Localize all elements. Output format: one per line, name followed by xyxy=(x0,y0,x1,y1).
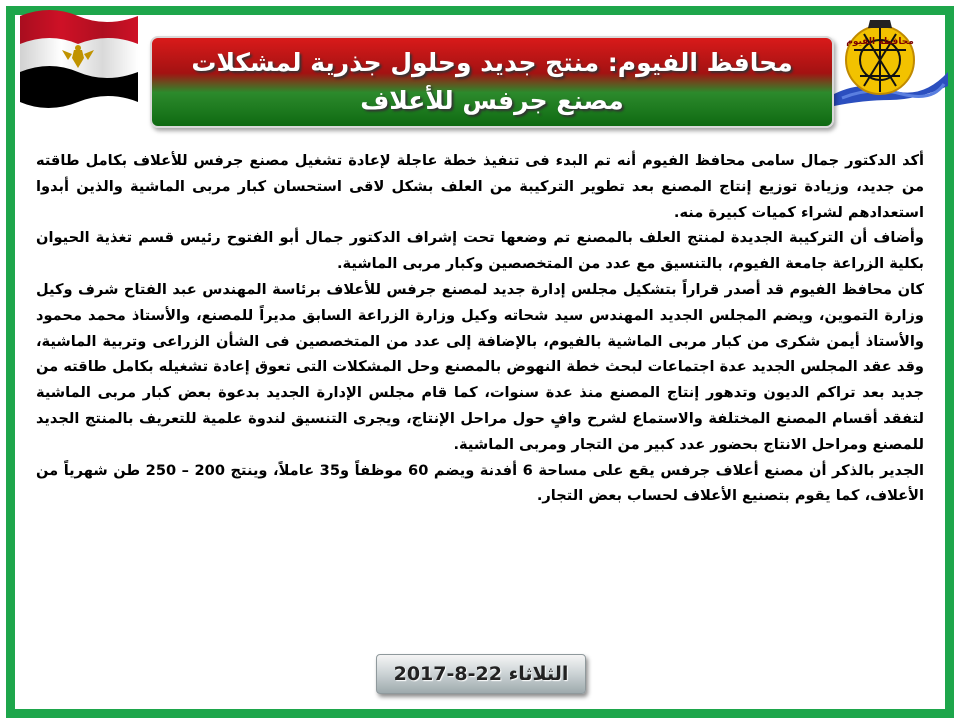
article-paragraph: الجدير بالذكر أن مصنع أعلاف جرفس يقع على مساحة 6 أفدنة ويضم 60 موظفاً و35 عاملاً، وينتج 200 – 250 طن شهرياً من الأعلاف، كما يقوم بتصنيع الأعلاف لحساب بعض التجار. xyxy=(36,461,924,505)
article-body xyxy=(36,148,924,509)
title-banner xyxy=(150,36,834,128)
egypt-flag-icon xyxy=(16,6,140,116)
logo-text: محافظة الفيوم xyxy=(846,37,914,47)
publish-date: الثلاثاء 22-8-2017 xyxy=(393,663,569,685)
page-title: محافظ الفيوم: منتج جديد وحلول جذرية لمشكلات مصنع جرفس للأعلاف xyxy=(191,48,793,115)
article-paragraph: أكد الدكتور جمال سامى محافظ الفيوم أنه تم البدء فى تنفيذ خطة عاجلة لإعادة تشغيل مصنع جرفس للأعلاف بكامل طاقته من جديد، وزيادة توزيع إنتاج المصنع بعد تطوير التركيبة من العلف بشكل لاقى استحسان كبار مربى الماشية والذين أبدوا استعدادهم لشراء كميات كبيرة منه. xyxy=(36,152,924,221)
date-badge xyxy=(376,654,586,694)
article-paragraph: وأضاف أن التركيبة الجديدة لمنتج العلف بالمصنع تم وضعها تحت إشراف الدكتور جمال أبو الفتوح رئيس قسم تغذية الحيوان بكلية الزراعة جامعة الفيوم، بالتنسيق مع عدد من المتخصصين وكبار مربى الماشية. xyxy=(36,229,924,273)
article-paragraph: كان محافظ الفيوم قد أصدر قراراً بتشكيل مجلس إدارة جديد لمصنع جرفس للأعلاف برئاسة المهندس عبد الفتاح شرف وكيل وزارة التموين، ويضم المجلس الجديد المهندس سيد شحاته وكيل وزارة الزراعة السابق مديراً للمصنع، والأستاذ محمد محمود والأستاذ أيمن شكرى من كبار مربى الماشية بالفيوم، بالإضافة إلى عدد من المتخصصين فى الشأن الزراعى وتربية الماشية، وقد عقد المجلس الجديد عدة اجتماعات لبحث خطة النهوض بالمصنع وحل المشكلات التى تعوق إعادة تشغيله بكامل طاقته من جديد بعد تراكم الديون وتدهور إنتاج المصنع منذ عدة سنوات، كما قام مجلس الإدارة الجديد بدعوة بعض كبار مربى الماشية لتفقد أقسام المصنع المختلفة والاستماع لشرح وافٍ حول مراحل الإنتاج، ويجرى التنسيق لندوة علمية للتعريف بالمنتج الجديد للمصنع ومراحل الانتاج بحضور عدد كبير من التجار ومربى الماشية. xyxy=(36,280,924,453)
fayoum-governorate-logo xyxy=(832,14,950,110)
